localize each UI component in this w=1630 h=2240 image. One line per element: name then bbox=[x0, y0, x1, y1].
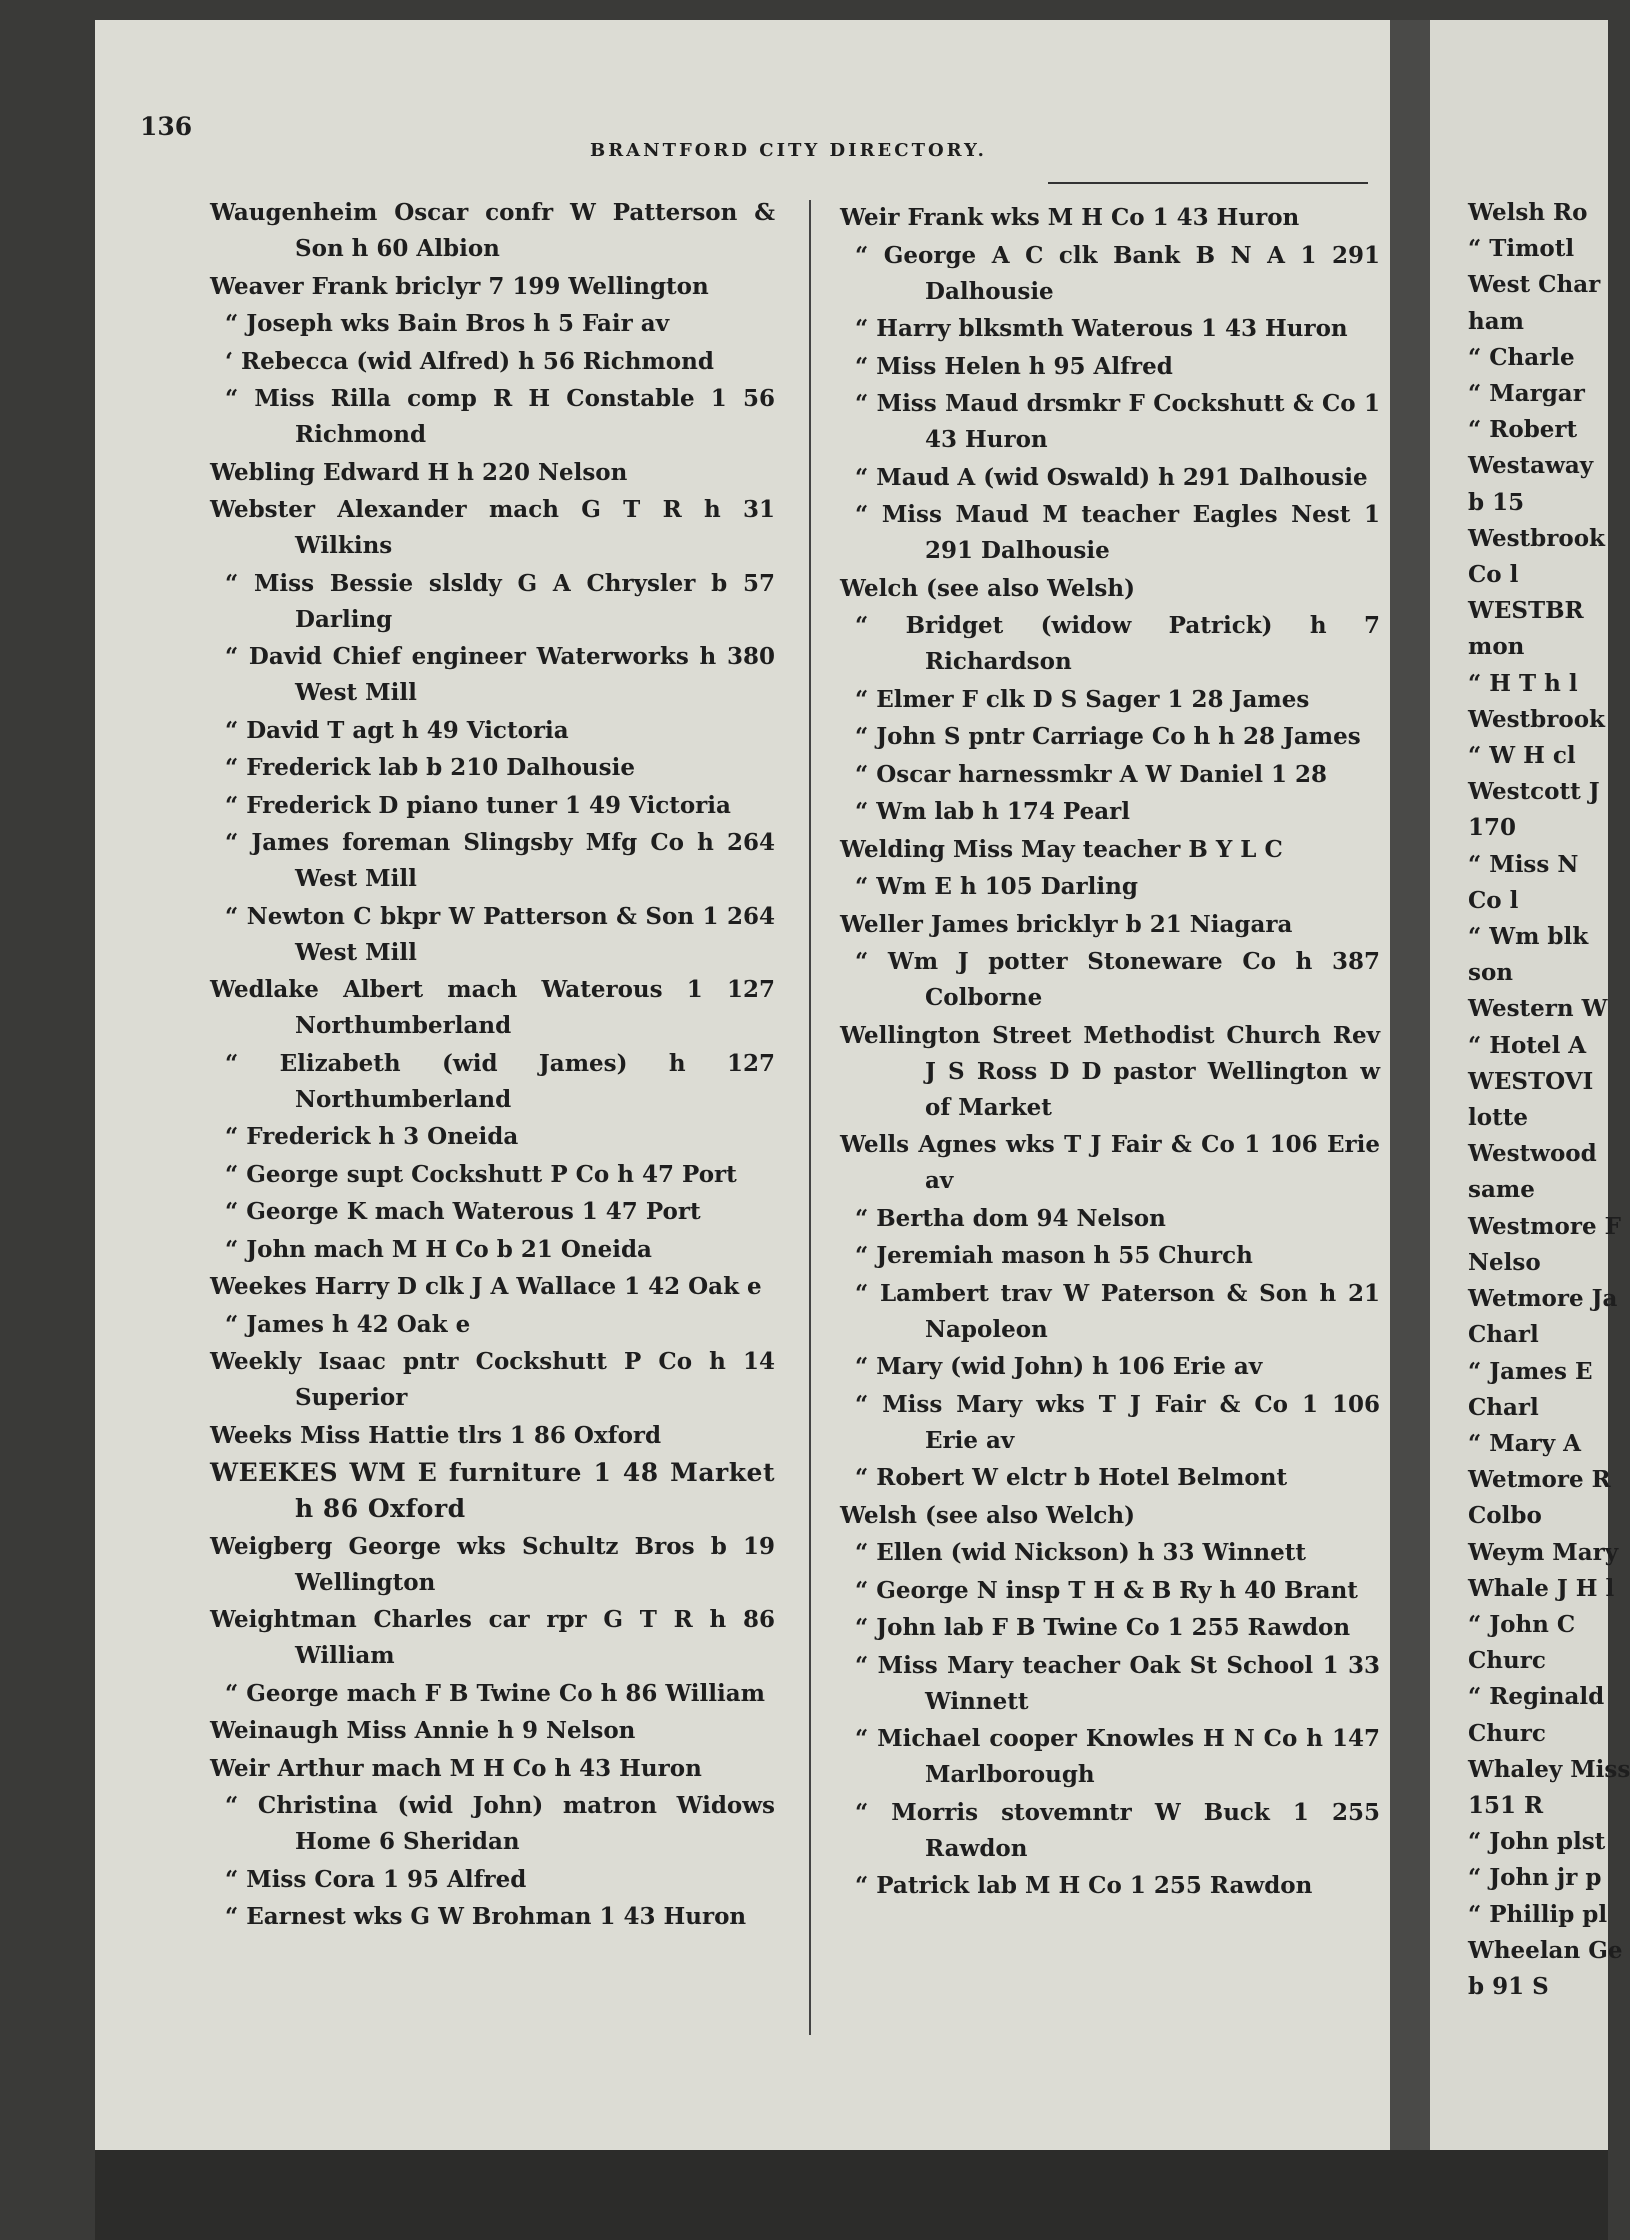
directory-entry: Welding Miss May teacher B Y L C bbox=[840, 835, 1283, 863]
directory-entry: “ Frederick D piano tuner 1 49 Victoria bbox=[225, 791, 731, 819]
middle-column bbox=[840, 200, 1380, 1906]
directory-entry: “ Robert W elctr b Hotel Belmont bbox=[855, 1464, 1288, 1491]
next-page-line: “ Phillip pl bbox=[1468, 1900, 1608, 1928]
next-page-line: Charl bbox=[1468, 1393, 1539, 1421]
next-page-line: Wheelan Ge bbox=[1468, 1936, 1623, 1964]
next-page-line: Churc bbox=[1468, 1719, 1546, 1747]
next-page-line: “ Mary A bbox=[1468, 1429, 1581, 1457]
next-page-line: Weym Mary bbox=[1468, 1538, 1619, 1566]
directory-entry: “ George mach F B Twine Co h 86 William bbox=[225, 1679, 765, 1707]
next-page-line: “ H T h l bbox=[1468, 669, 1578, 697]
next-page-line: “ Miss N bbox=[1468, 850, 1579, 878]
next-page-line: Charl bbox=[1468, 1321, 1539, 1349]
column-divider bbox=[809, 200, 811, 2035]
directory-entry: Welch (see also Welsh) bbox=[840, 574, 1135, 602]
next-page-line: “ Charle bbox=[1468, 343, 1575, 371]
next-page-line: b 91 S bbox=[1468, 1972, 1549, 2000]
directory-entry: “ Frederick h 3 Oneida bbox=[225, 1123, 519, 1150]
directory-entry: Weigberg George wks Schultz Bros b 19 Wellington bbox=[210, 1532, 775, 1596]
directory-entry: “ Oscar harnessmkr A W Daniel 1 28 bbox=[855, 760, 1328, 788]
next-page-line: WESTOVI bbox=[1468, 1067, 1594, 1095]
directory-entry: “ George A C clk Bank B N A 1 291 Dalhousie bbox=[855, 241, 1380, 305]
next-page-line: mon bbox=[1468, 633, 1525, 661]
next-page-line: same bbox=[1468, 1176, 1535, 1204]
directory-entry: Welsh (see also Welch) bbox=[840, 1501, 1135, 1529]
directory-entry: “ John S pntr Carriage Co h h 28 James bbox=[855, 723, 1361, 750]
running-title: BRANTFORD CITY DIRECTORY. bbox=[590, 140, 987, 161]
directory-entry: Weekes Harry D clk J A Wallace 1 42 Oak e bbox=[210, 1273, 762, 1300]
directory-entry: “ Michael cooper Knowles H N Co h 147 Marlborough bbox=[855, 1725, 1380, 1788]
directory-entry: “ George supt Cockshutt P Co h 47 Port bbox=[225, 1160, 737, 1188]
next-page-line: Westcott J bbox=[1468, 778, 1600, 806]
next-page-line: Westbrook bbox=[1468, 524, 1605, 552]
next-page-line: WESTBR bbox=[1468, 597, 1584, 625]
directory-entry: “ Bridget (widow Patrick) h 7 Richardson bbox=[855, 612, 1380, 675]
next-page-line: “ John jr p bbox=[1468, 1864, 1602, 1892]
next-page-line: “ Margar bbox=[1468, 380, 1585, 408]
directory-entry: Waugenheim Oscar confr W Patterson & Son h 60 Albion bbox=[210, 199, 775, 262]
directory-entry: “ Elizabeth (wid James) h 127 Northumberland bbox=[225, 1049, 775, 1113]
next-page-line: Wetmore Ja bbox=[1468, 1285, 1618, 1313]
next-page-column bbox=[1468, 195, 1628, 2005]
directory-entry: “ Miss Bessie slsldy G A Chrysler b 57 Darling bbox=[225, 569, 775, 633]
next-page-line: Colbo bbox=[1468, 1502, 1542, 1530]
next-page-line: “ W H cl bbox=[1468, 742, 1576, 770]
directory-entry: Webling Edward H h 220 Nelson bbox=[210, 458, 628, 486]
next-page-line: Western W bbox=[1468, 995, 1608, 1023]
directory-entry: Weller James bricklyr b 21 Niagara bbox=[840, 910, 1293, 938]
next-page-line: Whaley Miss bbox=[1468, 1755, 1630, 1783]
directory-entry: “ Miss Helen h 95 Alfred bbox=[855, 352, 1173, 380]
next-page-line: Welsh Ro bbox=[1468, 199, 1588, 226]
directory-entry: Weir Arthur mach M H Co h 43 Huron bbox=[210, 1754, 702, 1782]
next-page-line: “ Timotl bbox=[1468, 235, 1575, 263]
directory-entry: Webster Alexander mach G T R h 31 Wilkins bbox=[210, 496, 775, 559]
directory-entry: “ Miss Mary wks T J Fair & Co 1 106 Erie av bbox=[855, 1390, 1380, 1454]
directory-entry: Weightman Charles car rpr G T R h 86 William bbox=[210, 1606, 775, 1669]
header-rule bbox=[1048, 182, 1368, 184]
directory-entry: “ Jeremiah mason h 55 Church bbox=[855, 1242, 1253, 1269]
directory-entry: “ Maud A (wid Oswald) h 291 Dalhousie bbox=[855, 463, 1368, 491]
directory-entry: Wells Agnes wks T J Fair & Co 1 106 Erie av bbox=[840, 1131, 1380, 1194]
directory-entry: “ George K mach Waterous 1 47 Port bbox=[225, 1198, 701, 1225]
directory-entry: “ Wm E h 105 Darling bbox=[855, 873, 1138, 900]
directory-entry: “ Joseph wks Bain Bros h 5 Fair av bbox=[225, 310, 670, 337]
directory-entry: “ John mach M H Co b 21 Oneida bbox=[225, 1235, 652, 1263]
next-page-line: Westmore F bbox=[1468, 1212, 1621, 1240]
page-gutter bbox=[1390, 20, 1430, 2150]
next-page-line: Co l bbox=[1468, 886, 1519, 914]
directory-entry: “ Wm J potter Stoneware Co h 387 Colborne bbox=[855, 948, 1380, 1011]
directory-entry: “ James foreman Slingsby Mfg Co h 264 West Mill bbox=[225, 829, 775, 892]
next-page-line: “ Wm blk bbox=[1468, 923, 1589, 951]
directory-entry: “ Morris stovemntr W Buck 1 255 Rawdon bbox=[855, 1798, 1380, 1862]
next-page-line: ham bbox=[1468, 307, 1524, 335]
directory-entry: Weeks Miss Hattie tlrs 1 86 Oxford bbox=[210, 1421, 662, 1449]
directory-entry: “ Lambert trav W Paterson & Son h 21 Napoleon bbox=[855, 1279, 1380, 1343]
directory-entry: “ Bertha dom 94 Nelson bbox=[855, 1204, 1166, 1232]
scan-bottom-edge bbox=[95, 2150, 1608, 2240]
directory-entry: Wedlake Albert mach Waterous 1 127 Northumberland bbox=[210, 976, 775, 1039]
next-page-line: “ Robert bbox=[1468, 416, 1578, 444]
next-page-line: 151 R bbox=[1468, 1791, 1544, 1819]
next-page-line: Co l bbox=[1468, 561, 1519, 589]
next-page-line: b 15 bbox=[1468, 488, 1525, 516]
directory-entry: “ Patrick lab M H Co 1 255 Rawdon bbox=[855, 1872, 1313, 1899]
directory-entry: “ George N insp T H & B Ry h 40 Brant bbox=[855, 1576, 1358, 1604]
directory-entry: “ David Chief engineer Waterworks h 380 West Mill bbox=[225, 643, 775, 706]
next-page-line: Nelso bbox=[1468, 1248, 1541, 1276]
next-page-line: son bbox=[1468, 959, 1514, 987]
directory-entry: “ Miss Maud M teacher Eagles Nest 1 291 Dalhousie bbox=[855, 501, 1380, 564]
directory-entry: ‘ Rebecca (wid Alfred) h 56 Richmond bbox=[225, 347, 714, 375]
directory-entry: “ Christina (wid John) matron Widows Home 6 Sheridan bbox=[225, 1792, 775, 1855]
directory-entry: Weaver Frank briclyr 7 199 Wellington bbox=[210, 272, 709, 300]
directory-entry: “ James h 42 Oak e bbox=[225, 1310, 471, 1338]
directory-entry: Weekly Isaac pntr Cockshutt P Co h 14 Superior bbox=[210, 1348, 775, 1411]
directory-entry: WEEKES WM E furniture 1 48 Market h 86 Oxford bbox=[210, 1458, 775, 1523]
directory-entry: “ John lab F B Twine Co 1 255 Rawdon bbox=[855, 1614, 1351, 1641]
next-page-line: Wetmore R bbox=[1468, 1466, 1611, 1494]
directory-entry: “ Mary (wid John) h 106 Erie av bbox=[855, 1353, 1263, 1380]
next-page-line: “ James E bbox=[1468, 1357, 1593, 1385]
directory-entry: Wellington Street Methodist Church Rev J S Ross D D pastor Wellington w of Market bbox=[840, 1021, 1380, 1121]
next-page-line: Westbrook bbox=[1468, 705, 1605, 733]
next-page-line: 170 bbox=[1468, 814, 1517, 842]
next-page-line: Whale J H l bbox=[1468, 1574, 1615, 1602]
next-page-line: West Char bbox=[1468, 271, 1601, 299]
directory-entry: “ Miss Maud drsmkr F Cockshutt & Co 1 43 Huron bbox=[855, 390, 1380, 453]
next-page-line: Westwood bbox=[1468, 1140, 1597, 1168]
directory-entry: “ Earnest wks G W Brohman 1 43 Huron bbox=[225, 1903, 747, 1930]
directory-entry: “ Miss Rilla comp R H Constable 1 56 Richmond bbox=[225, 385, 775, 448]
directory-entry: Weinaugh Miss Annie h 9 Nelson bbox=[210, 1717, 636, 1744]
left-column bbox=[210, 195, 775, 1937]
next-page-line: “ Hotel A bbox=[1468, 1031, 1587, 1059]
directory-entry: “ David T agt h 49 Victoria bbox=[225, 716, 569, 744]
next-page-line: “ Reginald bbox=[1468, 1683, 1605, 1711]
next-page-line: Westaway bbox=[1468, 452, 1594, 480]
directory-entry: “ Wm lab h 174 Pearl bbox=[855, 798, 1130, 825]
directory-entry: “ Ellen (wid Nickson) h 33 Winnett bbox=[855, 1539, 1306, 1566]
directory-entry: “ Miss Mary teacher Oak St School 1 33 Winnett bbox=[855, 1651, 1380, 1715]
directory-entry: “ Harry blksmth Waterous 1 43 Huron bbox=[855, 315, 1348, 342]
next-page-line: Churc bbox=[1468, 1647, 1546, 1675]
adjacent-page-fragment bbox=[1430, 20, 1630, 2150]
next-page-line: lotte bbox=[1468, 1104, 1528, 1132]
directory-entry: Weir Frank wks M H Co 1 43 Huron bbox=[840, 204, 1300, 231]
directory-entry: “ Elmer F clk D S Sager 1 28 James bbox=[855, 685, 1310, 713]
page-number: 136 bbox=[140, 112, 193, 141]
directory-entry: “ Frederick lab b 210 Dalhousie bbox=[225, 754, 635, 781]
directory-entry: “ Newton C bkpr W Patterson & Son 1 264 West Mill bbox=[225, 902, 775, 966]
next-page-line: “ John plst bbox=[1468, 1828, 1606, 1856]
next-page-line: “ John C bbox=[1468, 1610, 1576, 1638]
directory-entry: “ Miss Cora 1 95 Alfred bbox=[225, 1865, 527, 1893]
